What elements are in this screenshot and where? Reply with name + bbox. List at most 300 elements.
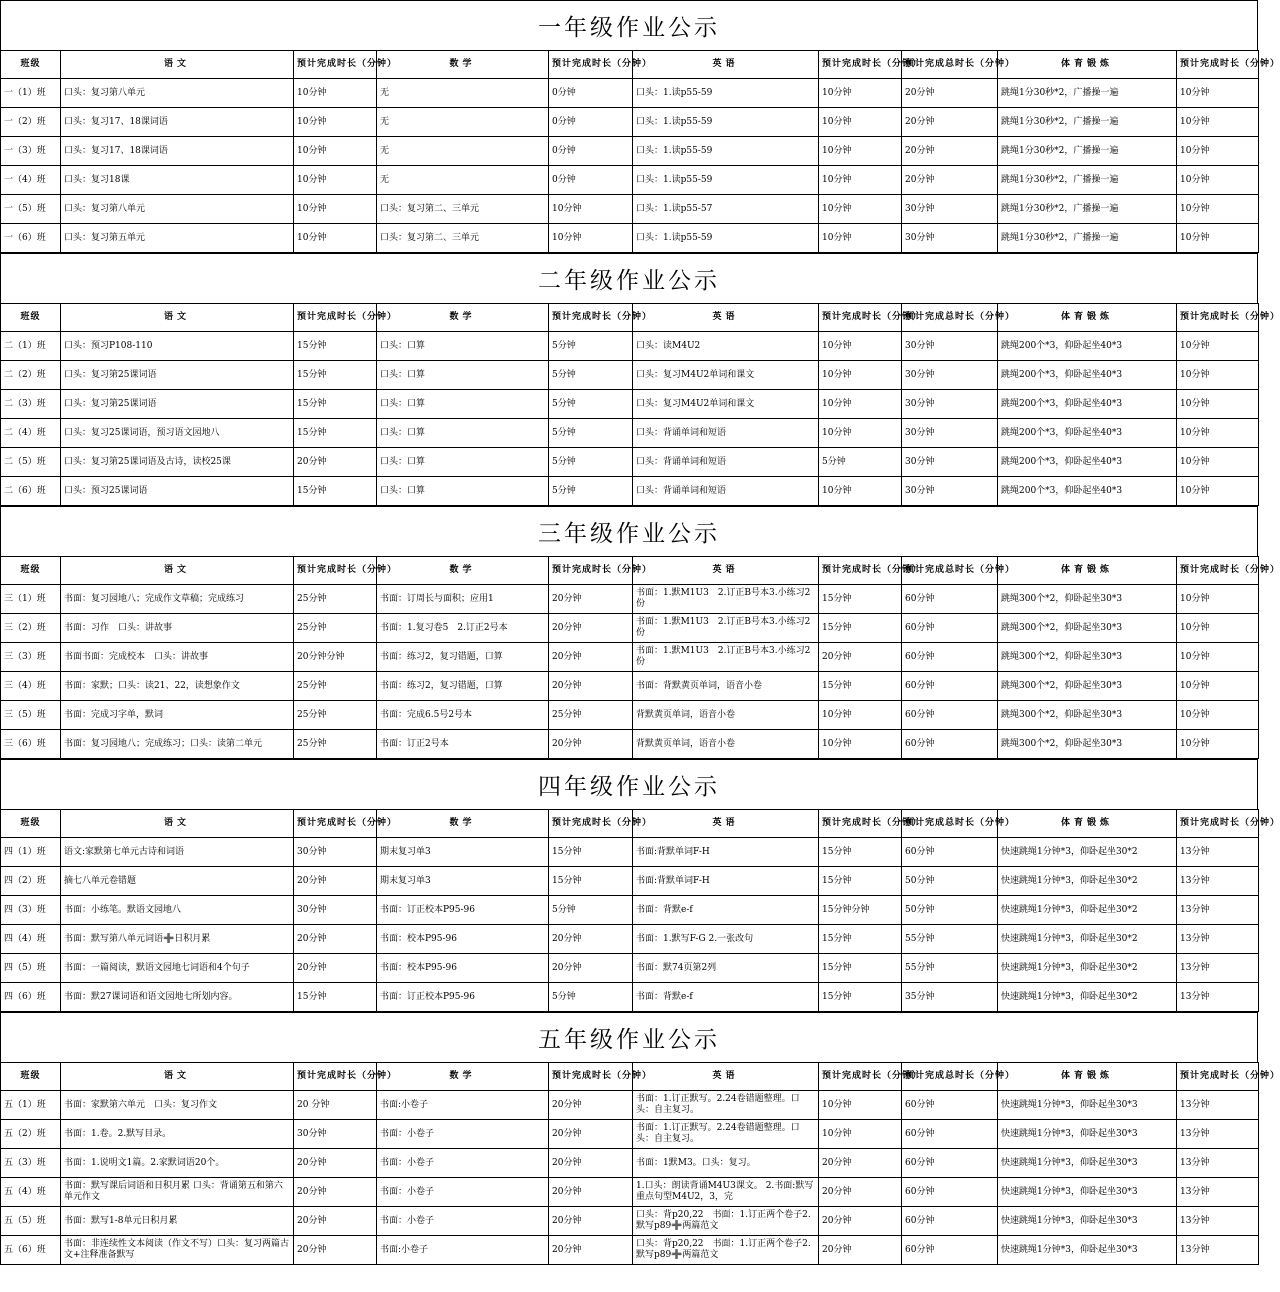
class-cell: 三（4）班 xyxy=(1,672,61,701)
table-row xyxy=(1,108,1259,137)
chinese-cell: 书面：家默第六单元 口头：复习作文 xyxy=(61,1091,294,1120)
header-math-time: 预计完成时长（分钟） xyxy=(549,810,633,838)
class-cell: 五（2）班 xyxy=(1,1120,61,1149)
chinese-cell: 口头：复习17、18课词语 xyxy=(61,137,294,166)
class-cell: 四（5）班 xyxy=(1,954,61,983)
math-cell: 无 xyxy=(377,108,549,137)
header-chinese-time: 预计完成时长（分钟） xyxy=(294,1063,377,1091)
total-time-cell: 20分钟 xyxy=(902,79,998,108)
total-time-cell: 35分钟 xyxy=(902,983,998,1012)
pe-time-cell: 13分钟 xyxy=(1177,954,1259,983)
grade-section-4 xyxy=(0,759,1280,1012)
table-row xyxy=(1,448,1259,477)
chinese-time-cell: 25分钟 xyxy=(294,614,377,643)
table-row xyxy=(1,137,1259,166)
math-time-cell: 20分钟 xyxy=(549,1091,633,1120)
math-time-cell: 5分钟 xyxy=(549,390,633,419)
chinese-time-cell: 10分钟 xyxy=(294,137,377,166)
english-time-cell: 10分钟 xyxy=(819,79,902,108)
pe-cell: 跳绳1分30秒*2，广播操一遍 xyxy=(998,108,1177,137)
chinese-time-cell: 10分钟 xyxy=(294,224,377,253)
pe-cell: 跳绳200个*3，仰卧起坐40*3 xyxy=(998,419,1177,448)
math-cell: 口头：口算 xyxy=(377,332,549,361)
math-cell: 书面：校本P95-96 xyxy=(377,954,549,983)
math-cell: 期末复习单3 xyxy=(377,838,549,867)
chinese-time-cell: 20分钟分钟 xyxy=(294,643,377,672)
header-chinese: 语文 xyxy=(61,1063,294,1091)
header-math-time: 预计完成时长（分钟） xyxy=(549,557,633,585)
header-total-time: 预计完成总时长（分钟） xyxy=(902,557,998,585)
grade-section-2 xyxy=(0,253,1280,506)
header-english-time: 预计完成时长（分钟） xyxy=(819,1063,902,1091)
total-time-cell: 30分钟 xyxy=(902,390,998,419)
pe-time-cell: 13分钟 xyxy=(1177,1091,1259,1120)
chinese-cell: 书面：小练笔。默语文园地八 xyxy=(61,896,294,925)
math-cell: 书面:小卷子 xyxy=(377,1236,549,1265)
class-cell: 四（4）班 xyxy=(1,925,61,954)
total-time-cell: 30分钟 xyxy=(902,448,998,477)
grade-title: 四年级作业公示 xyxy=(538,774,720,800)
table-row xyxy=(1,983,1259,1012)
total-time-cell: 60分钟 xyxy=(902,838,998,867)
math-cell: 口头：口算 xyxy=(377,361,549,390)
header-math: 数学 xyxy=(377,557,549,585)
math-time-cell: 20分钟 xyxy=(549,614,633,643)
class-cell: 二（6）班 xyxy=(1,477,61,506)
header-math-time: 预计完成时长（分钟） xyxy=(549,1063,633,1091)
english-time-cell: 15分钟 xyxy=(819,838,902,867)
english-cell: 书面：1.订正默写。2.24卷错题整理。口头：自主复习。 xyxy=(633,1091,819,1120)
class-cell: 三（3）班 xyxy=(1,643,61,672)
header-english-time: 预计完成时长（分钟） xyxy=(819,810,902,838)
math-cell: 书面：订正2号本 xyxy=(377,730,549,759)
total-time-cell: 50分钟 xyxy=(902,896,998,925)
pe-time-cell: 10分钟 xyxy=(1177,224,1259,253)
pe-time-cell: 13分钟 xyxy=(1177,1149,1259,1178)
english-cell: 书面：1默M3。口头：复习。 xyxy=(633,1149,819,1178)
english-time-cell: 10分钟 xyxy=(819,1091,902,1120)
total-time-cell: 55分钟 xyxy=(902,925,998,954)
pe-cell: 快速跳绳1分钟*3，仰卧起坐30*2 xyxy=(998,896,1177,925)
chinese-time-cell: 15分钟 xyxy=(294,332,377,361)
english-time-cell: 10分钟 xyxy=(819,730,902,759)
chinese-time-cell: 10分钟 xyxy=(294,108,377,137)
math-time-cell: 20分钟 xyxy=(549,1236,633,1265)
math-time-cell: 20分钟 xyxy=(549,1178,633,1207)
class-cell: 四（2）班 xyxy=(1,867,61,896)
pe-time-cell: 10分钟 xyxy=(1177,614,1259,643)
grade-title: 一年级作业公示 xyxy=(538,15,720,41)
chinese-cell: 语文:家默第七单元古诗和词语 xyxy=(61,838,294,867)
pe-time-cell: 13分钟 xyxy=(1177,1236,1259,1265)
chinese-cell: 书面：一篇阅读，默语文园地七词语和4个句子 xyxy=(61,954,294,983)
class-cell: 三（5）班 xyxy=(1,701,61,730)
total-time-cell: 30分钟 xyxy=(902,361,998,390)
english-time-cell: 20分钟 xyxy=(819,1178,902,1207)
total-time-cell: 60分钟 xyxy=(902,730,998,759)
english-time-cell: 10分钟 xyxy=(819,1120,902,1149)
math-time-cell: 20分钟 xyxy=(549,585,633,614)
english-time-cell: 10分钟 xyxy=(819,361,902,390)
english-cell: 书面：1.默M1U3 2.订正B号本3.小练习2份 xyxy=(633,643,819,672)
english-cell: 背默黄页单词，语音小卷 xyxy=(633,701,819,730)
math-time-cell: 15分钟 xyxy=(549,838,633,867)
header-total-time: 预计完成总时长（分钟） xyxy=(902,1063,998,1091)
chinese-time-cell: 10分钟 xyxy=(294,79,377,108)
pe-time-cell: 10分钟 xyxy=(1177,166,1259,195)
chinese-time-cell: 15分钟 xyxy=(294,361,377,390)
english-cell: 口头：复习M4U2单词和课文 xyxy=(633,361,819,390)
math-cell: 无 xyxy=(377,166,549,195)
math-time-cell: 20分钟 xyxy=(549,954,633,983)
english-cell: 口头：背诵单词和短语 xyxy=(633,448,819,477)
total-time-cell: 60分钟 xyxy=(902,1207,998,1236)
math-cell: 书面：小卷子 xyxy=(377,1149,549,1178)
table-row xyxy=(1,1207,1259,1236)
english-cell: 书面：1.订正默写。2.24卷错题整理。口头：自主复习。 xyxy=(633,1120,819,1149)
pe-cell: 跳绳300个*2，仰卧起坐30*3 xyxy=(998,585,1177,614)
english-time-cell: 10分钟 xyxy=(819,195,902,224)
math-time-cell: 10分钟 xyxy=(549,224,633,253)
header-english: 英语 xyxy=(633,1063,819,1091)
table-row xyxy=(1,1149,1259,1178)
pe-cell: 快速跳绳1分钟*3，仰卧起坐30*2 xyxy=(998,867,1177,896)
table-row xyxy=(1,419,1259,448)
grade-title: 五年级作业公示 xyxy=(538,1027,720,1053)
header-pe: 体育锻炼 xyxy=(998,1063,1177,1091)
chinese-cell: 书面：复习园地八；完成作文草稿；完成练习 xyxy=(61,585,294,614)
math-cell: 口头：复习第二、三单元 xyxy=(377,195,549,224)
header-pe: 体育锻炼 xyxy=(998,304,1177,332)
chinese-time-cell: 25分钟 xyxy=(294,730,377,759)
table-header-row xyxy=(1,1063,1259,1091)
table-header-row xyxy=(1,557,1259,585)
english-cell: 口头：1.读p55-59 xyxy=(633,79,819,108)
total-time-cell: 50分钟 xyxy=(902,867,998,896)
english-time-cell: 15分钟 xyxy=(819,954,902,983)
chinese-cell: 口头：复习第八单元 xyxy=(61,79,294,108)
total-time-cell: 60分钟 xyxy=(902,1236,998,1265)
math-time-cell: 20分钟 xyxy=(549,672,633,701)
table-row xyxy=(1,838,1259,867)
pe-cell: 快速跳绳1分钟*3，仰卧起坐30*2 xyxy=(998,983,1177,1012)
class-cell: 四（6）班 xyxy=(1,983,61,1012)
english-cell: 书面：默74页第2列 xyxy=(633,954,819,983)
english-time-cell: 10分钟 xyxy=(819,166,902,195)
table-row xyxy=(1,1120,1259,1149)
math-time-cell: 0分钟 xyxy=(549,108,633,137)
header-chinese: 语文 xyxy=(61,557,294,585)
total-time-cell: 60分钟 xyxy=(902,1120,998,1149)
pe-cell: 跳绳300个*2，仰卧起坐30*3 xyxy=(998,614,1177,643)
header-chinese-time: 预计完成时长（分钟） xyxy=(294,51,377,79)
total-time-cell: 20分钟 xyxy=(902,137,998,166)
pe-time-cell: 13分钟 xyxy=(1177,838,1259,867)
english-time-cell: 15分钟 xyxy=(819,925,902,954)
pe-time-cell: 10分钟 xyxy=(1177,477,1259,506)
grade-title-row xyxy=(0,1012,1258,1062)
total-time-cell: 60分钟 xyxy=(902,643,998,672)
header-chinese-time: 预计完成时长（分钟） xyxy=(294,810,377,838)
pe-cell: 快速跳绳1分钟*3，仰卧起坐30*3 xyxy=(998,1207,1177,1236)
class-cell: 一（2）班 xyxy=(1,108,61,137)
pe-time-cell: 13分钟 xyxy=(1177,1207,1259,1236)
header-chinese: 语文 xyxy=(61,810,294,838)
english-cell: 书面:背默单词F-H xyxy=(633,838,819,867)
math-time-cell: 20分钟 xyxy=(549,1207,633,1236)
math-cell: 无 xyxy=(377,79,549,108)
total-time-cell: 60分钟 xyxy=(902,701,998,730)
chinese-cell: 口头：复习第五单元 xyxy=(61,224,294,253)
chinese-cell: 口头：预习P108-110 xyxy=(61,332,294,361)
header-chinese: 语文 xyxy=(61,51,294,79)
pe-cell: 跳绳1分30秒*2，广播操一遍 xyxy=(998,79,1177,108)
header-english: 英语 xyxy=(633,51,819,79)
chinese-time-cell: 30分钟 xyxy=(294,896,377,925)
total-time-cell: 30分钟 xyxy=(902,477,998,506)
math-time-cell: 5分钟 xyxy=(549,419,633,448)
table-header-row xyxy=(1,51,1259,79)
chinese-cell: 书面：1.说明文1篇。2.家默词语20个。 xyxy=(61,1149,294,1178)
class-cell: 二（5）班 xyxy=(1,448,61,477)
class-cell: 一（4）班 xyxy=(1,166,61,195)
chinese-time-cell: 10分钟 xyxy=(294,195,377,224)
math-time-cell: 15分钟 xyxy=(549,867,633,896)
math-time-cell: 5分钟 xyxy=(549,983,633,1012)
pe-cell: 跳绳200个*3，仰卧起坐40*3 xyxy=(998,390,1177,419)
math-cell: 书面：小卷子 xyxy=(377,1178,549,1207)
math-time-cell: 25分钟 xyxy=(549,701,633,730)
english-cell: 口头：背诵单词和短语 xyxy=(633,419,819,448)
header-math: 数学 xyxy=(377,810,549,838)
pe-time-cell: 13分钟 xyxy=(1177,1120,1259,1149)
class-cell: 四（3）班 xyxy=(1,896,61,925)
chinese-time-cell: 15分钟 xyxy=(294,390,377,419)
grade-title-row xyxy=(0,0,1258,50)
total-time-cell: 60分钟 xyxy=(902,1149,998,1178)
header-pe-time: 预计完成时长（分钟） xyxy=(1177,810,1259,838)
table-row xyxy=(1,332,1259,361)
math-time-cell: 20分钟 xyxy=(549,730,633,759)
chinese-cell: 口头：复习17、18课词语 xyxy=(61,108,294,137)
class-cell: 五（5）班 xyxy=(1,1207,61,1236)
chinese-cell: 口头：复习第25课词语 xyxy=(61,361,294,390)
pe-time-cell: 10分钟 xyxy=(1177,448,1259,477)
table-row xyxy=(1,672,1259,701)
pe-time-cell: 10分钟 xyxy=(1177,701,1259,730)
english-cell: 口头：复习M4U2单词和课文 xyxy=(633,390,819,419)
table-row xyxy=(1,477,1259,506)
english-cell: 口头：背诵单词和短语 xyxy=(633,477,819,506)
english-cell: 书面：1.默M1U3 2.订正B号本3.小练习2份 xyxy=(633,585,819,614)
math-cell: 书面：订正校本P95-96 xyxy=(377,983,549,1012)
table-row xyxy=(1,730,1259,759)
chinese-cell: 书面：默写1-8单元日积月累 xyxy=(61,1207,294,1236)
table-row xyxy=(1,614,1259,643)
english-cell: 背默黄页单词，语音小卷 xyxy=(633,730,819,759)
english-time-cell: 20分钟 xyxy=(819,1149,902,1178)
english-time-cell: 10分钟 xyxy=(819,332,902,361)
header-pe-time: 预计完成时长（分钟） xyxy=(1177,304,1259,332)
english-time-cell: 15分钟 xyxy=(819,672,902,701)
header-class: 班级 xyxy=(1,557,61,585)
pe-cell: 快速跳绳1分钟*3，仰卧起坐30*2 xyxy=(998,925,1177,954)
pe-cell: 跳绳1分30秒*2，广播操一遍 xyxy=(998,195,1177,224)
chinese-time-cell: 25分钟 xyxy=(294,672,377,701)
english-time-cell: 15分钟 xyxy=(819,585,902,614)
total-time-cell: 60分钟 xyxy=(902,1178,998,1207)
class-cell: 三（1）班 xyxy=(1,585,61,614)
pe-time-cell: 10分钟 xyxy=(1177,419,1259,448)
math-time-cell: 5分钟 xyxy=(549,448,633,477)
class-cell: 五（4）班 xyxy=(1,1178,61,1207)
english-cell: 口头：读M4U2 xyxy=(633,332,819,361)
pe-cell: 跳绳300个*2，仰卧起坐30*3 xyxy=(998,643,1177,672)
class-cell: 二（1）班 xyxy=(1,332,61,361)
chinese-time-cell: 20分钟 xyxy=(294,925,377,954)
chinese-time-cell: 20分钟 xyxy=(294,1149,377,1178)
english-cell: 书面：背默e-f xyxy=(633,896,819,925)
chinese-time-cell: 10分钟 xyxy=(294,166,377,195)
chinese-cell: 书面：默写课后词语和日积月累 口头：背诵第五和第六单元作文 xyxy=(61,1178,294,1207)
english-time-cell: 10分钟 xyxy=(819,419,902,448)
pe-time-cell: 13分钟 xyxy=(1177,983,1259,1012)
chinese-cell: 书面：复习园地八；完成练习；口头：读第二单元 xyxy=(61,730,294,759)
table-row xyxy=(1,79,1259,108)
header-math: 数学 xyxy=(377,51,549,79)
pe-cell: 跳绳200个*3，仰卧起坐40*3 xyxy=(998,361,1177,390)
english-cell: 书面：1.默M1U3 2.订正B号本3.小练习2份 xyxy=(633,614,819,643)
total-time-cell: 60分钟 xyxy=(902,1091,998,1120)
header-pe-time: 预计完成时长（分钟） xyxy=(1177,557,1259,585)
chinese-time-cell: 20分钟 xyxy=(294,954,377,983)
homework-table xyxy=(0,809,1280,1012)
english-time-cell: 10分钟 xyxy=(819,477,902,506)
chinese-time-cell: 20分钟 xyxy=(294,867,377,896)
math-time-cell: 5分钟 xyxy=(549,477,633,506)
english-time-cell: 10分钟 xyxy=(819,390,902,419)
table-row xyxy=(1,361,1259,390)
english-cell: 口头：1.读p55-59 xyxy=(633,108,819,137)
pe-cell: 快速跳绳1分钟*3，仰卧起坐30*3 xyxy=(998,1091,1177,1120)
chinese-time-cell: 25分钟 xyxy=(294,585,377,614)
table-row xyxy=(1,701,1259,730)
class-cell: 一（6）班 xyxy=(1,224,61,253)
total-time-cell: 30分钟 xyxy=(902,419,998,448)
chinese-time-cell: 30分钟 xyxy=(294,838,377,867)
header-chinese-time: 预计完成时长（分钟） xyxy=(294,557,377,585)
chinese-cell: 书面书面：完成校本 口头：讲故事 xyxy=(61,643,294,672)
table-row xyxy=(1,643,1259,672)
pe-cell: 快速跳绳1分钟*3，仰卧起坐30*2 xyxy=(998,954,1177,983)
total-time-cell: 55分钟 xyxy=(902,954,998,983)
header-english-time: 预计完成时长（分钟） xyxy=(819,304,902,332)
chinese-cell: 口头：复习第25课词语 xyxy=(61,390,294,419)
total-time-cell: 20分钟 xyxy=(902,108,998,137)
pe-cell: 跳绳1分30秒*2，广播操一遍 xyxy=(998,166,1177,195)
chinese-cell: 书面：非连续性文本阅读（作文不写）口头：复习两篇古文+注释准备默写 xyxy=(61,1236,294,1265)
header-pe-time: 预计完成时长（分钟） xyxy=(1177,51,1259,79)
header-class: 班级 xyxy=(1,810,61,838)
header-class: 班级 xyxy=(1,51,61,79)
class-cell: 二（3）班 xyxy=(1,390,61,419)
pe-time-cell: 10分钟 xyxy=(1177,361,1259,390)
english-time-cell: 20分钟 xyxy=(819,643,902,672)
english-time-cell: 10分钟 xyxy=(819,108,902,137)
grade-title: 二年级作业公示 xyxy=(538,268,720,294)
math-cell: 书面：完成6.5号2号本 xyxy=(377,701,549,730)
math-cell: 口头：口算 xyxy=(377,419,549,448)
class-cell: 五（6）班 xyxy=(1,1236,61,1265)
english-cell: 口头：1.读p55-59 xyxy=(633,224,819,253)
english-cell: 书面：1.默写F-G 2.一张改句 xyxy=(633,925,819,954)
math-cell: 口头：口算 xyxy=(377,390,549,419)
chinese-cell: 书面：习作 口头：讲故事 xyxy=(61,614,294,643)
pe-time-cell: 10分钟 xyxy=(1177,672,1259,701)
chinese-cell: 口头：复习第25课词语及古诗，读校25课 xyxy=(61,448,294,477)
class-cell: 三（2）班 xyxy=(1,614,61,643)
header-total-time: 预计完成总时长（分钟） xyxy=(902,304,998,332)
homework-table xyxy=(0,556,1280,759)
homework-table xyxy=(0,50,1280,253)
math-time-cell: 20分钟 xyxy=(549,643,633,672)
math-cell: 书面：小卷子 xyxy=(377,1207,549,1236)
pe-cell: 跳绳1分30秒*2，广播操一遍 xyxy=(998,224,1177,253)
pe-time-cell: 10分钟 xyxy=(1177,730,1259,759)
math-cell: 书面：小卷子 xyxy=(377,1120,549,1149)
header-chinese: 语文 xyxy=(61,304,294,332)
math-time-cell: 20分钟 xyxy=(549,1149,633,1178)
chinese-cell: 口头：预习25课词语 xyxy=(61,477,294,506)
english-cell: 书面：背默黄页单词，语音小卷 xyxy=(633,672,819,701)
chinese-time-cell: 25分钟 xyxy=(294,701,377,730)
english-time-cell: 5分钟 xyxy=(819,448,902,477)
pe-cell: 跳绳300个*2，仰卧起坐30*3 xyxy=(998,701,1177,730)
class-cell: 一（3）班 xyxy=(1,137,61,166)
chinese-time-cell: 20分钟 xyxy=(294,1207,377,1236)
class-cell: 一（1）班 xyxy=(1,79,61,108)
header-class: 班级 xyxy=(1,1063,61,1091)
chinese-cell: 书面：家默；口头：读21、22，读想象作文 xyxy=(61,672,294,701)
class-cell: 四（1）班 xyxy=(1,838,61,867)
english-time-cell: 15分钟 xyxy=(819,983,902,1012)
pe-cell: 跳绳200个*3，仰卧起坐40*3 xyxy=(998,477,1177,506)
english-cell: 口头：1.读p55-57 xyxy=(633,195,819,224)
grade-title-row xyxy=(0,506,1258,556)
english-time-cell: 10分钟 xyxy=(819,701,902,730)
chinese-cell: 书面：默写第八单元词语➕日积月累 xyxy=(61,925,294,954)
table-row xyxy=(1,390,1259,419)
header-math-time: 预计完成时长（分钟） xyxy=(549,304,633,332)
chinese-time-cell: 15分钟 xyxy=(294,983,377,1012)
english-cell: 口头：背p20,22 书面：1.订正两个卷子2.默写p89➕两篇范文 xyxy=(633,1207,819,1236)
chinese-time-cell: 15分钟 xyxy=(294,477,377,506)
pe-cell: 快速跳绳1分钟*3，仰卧起坐30*3 xyxy=(998,1178,1177,1207)
class-cell: 五（3）班 xyxy=(1,1149,61,1178)
total-time-cell: 60分钟 xyxy=(902,585,998,614)
table-header-row xyxy=(1,304,1259,332)
header-english-time: 预计完成时长（分钟） xyxy=(819,51,902,79)
math-time-cell: 0分钟 xyxy=(549,166,633,195)
pe-cell: 跳绳300个*2，仰卧起坐30*3 xyxy=(998,672,1177,701)
pe-time-cell: 10分钟 xyxy=(1177,643,1259,672)
pe-cell: 跳绳200个*3，仰卧起坐40*3 xyxy=(998,448,1177,477)
header-pe: 体育锻炼 xyxy=(998,810,1177,838)
table-row xyxy=(1,925,1259,954)
math-time-cell: 0分钟 xyxy=(549,137,633,166)
chinese-time-cell: 20 分钟 xyxy=(294,1091,377,1120)
pe-time-cell: 10分钟 xyxy=(1177,79,1259,108)
